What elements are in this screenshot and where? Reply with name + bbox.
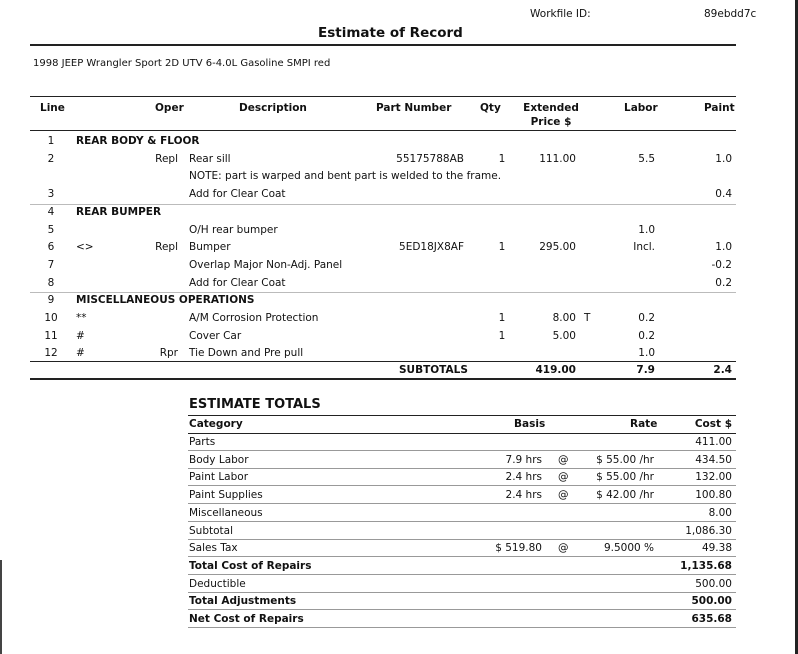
totals-row (188, 576, 736, 593)
line-labor: 5.5 (638, 152, 655, 165)
line-qty: 1 (498, 241, 506, 254)
line-paint: 1.0 (715, 152, 732, 165)
totals-category: Parts (189, 436, 216, 448)
totals-category: Net Cost of Repairs (189, 613, 304, 625)
line-item-row (0, 257, 798, 274)
totals-col-category: Category (189, 418, 243, 430)
subtotals-paint: 2.4 (713, 364, 732, 376)
totals-row (188, 469, 736, 486)
line-part-number: 5ED18JX8AF (399, 241, 464, 254)
workfile-label: Workfile ID: (530, 8, 591, 20)
totals-category: Miscellaneous (189, 506, 263, 519)
estimate-totals-title: ESTIMATE TOTALS (189, 397, 321, 412)
totals-at-sign: @ (558, 542, 569, 555)
line-qty: 1 (498, 312, 506, 324)
line-price: 295.00 (539, 241, 576, 254)
line-description: Bumper (189, 241, 231, 254)
totals-row (188, 611, 736, 628)
totals-cost: 635.68 (691, 613, 732, 625)
line-description: NOTE: part is warped and bent part is welded to the frame. (189, 170, 502, 183)
totals-row (188, 558, 736, 575)
line-number: 10 (44, 312, 58, 324)
line-labor: 1.0 (638, 223, 655, 236)
col-labor: Labor (624, 102, 658, 114)
line-labor: 1.0 (638, 347, 655, 360)
totals-at-sign: @ (558, 471, 569, 484)
totals-category: Paint Labor (189, 471, 249, 484)
line-paint: 0.4 (715, 188, 732, 201)
subtotals-label: SUBTOTALS (399, 364, 468, 376)
totals-category: Sales Tax (189, 542, 238, 555)
col-oper: Oper (155, 102, 184, 114)
line-item-row (0, 168, 798, 185)
line-qty: 1 (498, 329, 506, 342)
totals-row (188, 487, 736, 504)
line-tax-flag: T (584, 312, 591, 324)
line-number: 4 (47, 205, 55, 218)
totals-at-sign: @ (558, 453, 569, 466)
col-extended-price-1: Extended (523, 102, 579, 114)
line-item-row (0, 310, 798, 327)
totals-cost: 8.00 (708, 506, 732, 519)
line-description: REAR BODY & FLOOR (76, 135, 200, 147)
line-oper: Rpr (159, 347, 178, 360)
totals-basis: 2.4 hrs (505, 489, 542, 502)
line-item-row (0, 345, 798, 362)
line-labor: 0.2 (638, 312, 655, 324)
totals-header-row (188, 417, 736, 434)
totals-row (188, 523, 736, 540)
line-description: Overlap Major Non-Adj. Panel (189, 258, 343, 271)
workfile-value: 89ebdd7c (704, 8, 757, 20)
totals-row (188, 505, 736, 522)
line-description: Tie Down and Pre pull (189, 347, 304, 360)
line-description: O/H rear bumper (189, 223, 278, 236)
totals-row (188, 434, 736, 451)
line-description: REAR BUMPER (76, 205, 162, 218)
col-extended-price-2: Price $ (530, 116, 572, 128)
line-number: 11 (44, 329, 58, 342)
totals-cost: 1,135.68 (680, 559, 732, 572)
totals-rate: $ 55.00 /hr (596, 453, 654, 466)
line-number: 3 (47, 188, 55, 201)
col-qty: Qty (480, 102, 501, 114)
totals-rate: $ 42.00 /hr (596, 489, 654, 502)
line-item-row (0, 151, 798, 168)
line-mark: # (76, 329, 85, 342)
totals-cost: 49.38 (701, 542, 732, 555)
totals-category: Body Labor (189, 453, 249, 466)
line-number: 7 (47, 258, 55, 271)
line-item-row (0, 328, 798, 345)
line-mark: <> (76, 241, 94, 254)
line-qty: 1 (498, 152, 506, 165)
totals-cost: 500.00 (695, 577, 732, 590)
vehicle-description: 1998 JEEP Wrangler Sport 2D UTV 6-4.0L Gasoline SMPI red (33, 58, 331, 69)
line-item-row (0, 292, 798, 309)
line-paint: -0.2 (711, 258, 732, 271)
totals-category: Paint Supplies (189, 489, 263, 502)
totals-row (188, 593, 736, 610)
line-number: 5 (47, 223, 55, 236)
totals-col-cost: Cost $ (694, 418, 732, 430)
line-item-row (0, 133, 798, 150)
page-edge-left (0, 560, 2, 654)
totals-cost: 434.50 (695, 453, 732, 466)
line-labor: 0.2 (638, 329, 655, 342)
col-paint: Paint (704, 102, 735, 114)
line-description: Cover Car (189, 329, 242, 342)
line-number: 9 (47, 294, 55, 307)
totals-rate: $ 55.00 /hr (596, 471, 654, 484)
line-item-row (0, 222, 798, 239)
totals-basis: 2.4 hrs (505, 471, 542, 484)
line-mark: # (76, 347, 85, 360)
line-number: 1 (47, 135, 55, 147)
line-number: 6 (47, 241, 55, 254)
col-part-number: Part Number (376, 102, 452, 114)
totals-basis: $ 519.80 (495, 542, 542, 555)
totals-cost: 132.00 (695, 471, 732, 484)
col-line: Line (40, 102, 65, 114)
line-description: Add for Clear Coat (189, 276, 286, 289)
line-description: MISCELLANEOUS OPERATIONS (76, 294, 255, 307)
totals-cost: 1,086.30 (685, 524, 732, 537)
line-labor: Incl. (633, 241, 655, 254)
totals-col-basis: Basis (514, 418, 546, 430)
totals-category: Total Adjustments (189, 595, 297, 608)
subtotals-price: 419.00 (535, 364, 576, 376)
line-item-row (0, 275, 798, 292)
line-oper: Repl (155, 241, 178, 254)
line-description: A/M Corrosion Protection (189, 312, 319, 324)
totals-col-rate: Rate (630, 418, 658, 430)
subtotals-labor: 7.9 (636, 364, 655, 376)
totals-cost: 100.80 (695, 489, 732, 502)
totals-row (188, 452, 736, 469)
totals-at-sign: @ (558, 489, 569, 502)
line-part-number: 55175788AB (396, 152, 464, 165)
line-item-row (0, 239, 798, 256)
line-item-row (0, 204, 798, 221)
totals-rate: 9.5000 % (603, 542, 654, 555)
totals-row (188, 540, 736, 557)
totals-basis: 7.9 hrs (505, 453, 542, 466)
line-price: 8.00 (552, 312, 576, 324)
line-number: 2 (47, 152, 55, 165)
totals-category: Deductible (189, 577, 246, 590)
line-number: 8 (47, 276, 55, 289)
totals-cost: 411.00 (695, 436, 732, 448)
line-price: 5.00 (552, 329, 576, 342)
line-price: 111.00 (539, 152, 576, 165)
document-title: Estimate of Record (318, 25, 463, 41)
line-mark: ** (76, 312, 87, 324)
line-number: 12 (44, 347, 58, 360)
line-description: Rear sill (189, 152, 231, 165)
totals-cost: 500.00 (691, 595, 732, 608)
line-item-row (0, 186, 798, 203)
line-oper: Repl (155, 152, 178, 165)
totals-category: Total Cost of Repairs (189, 559, 312, 572)
totals-category: Subtotal (189, 524, 233, 537)
line-paint: 0.2 (715, 276, 732, 289)
col-description: Description (239, 102, 307, 114)
line-description: Add for Clear Coat (189, 188, 286, 201)
title-rule (30, 44, 736, 46)
line-paint: 1.0 (715, 241, 732, 254)
